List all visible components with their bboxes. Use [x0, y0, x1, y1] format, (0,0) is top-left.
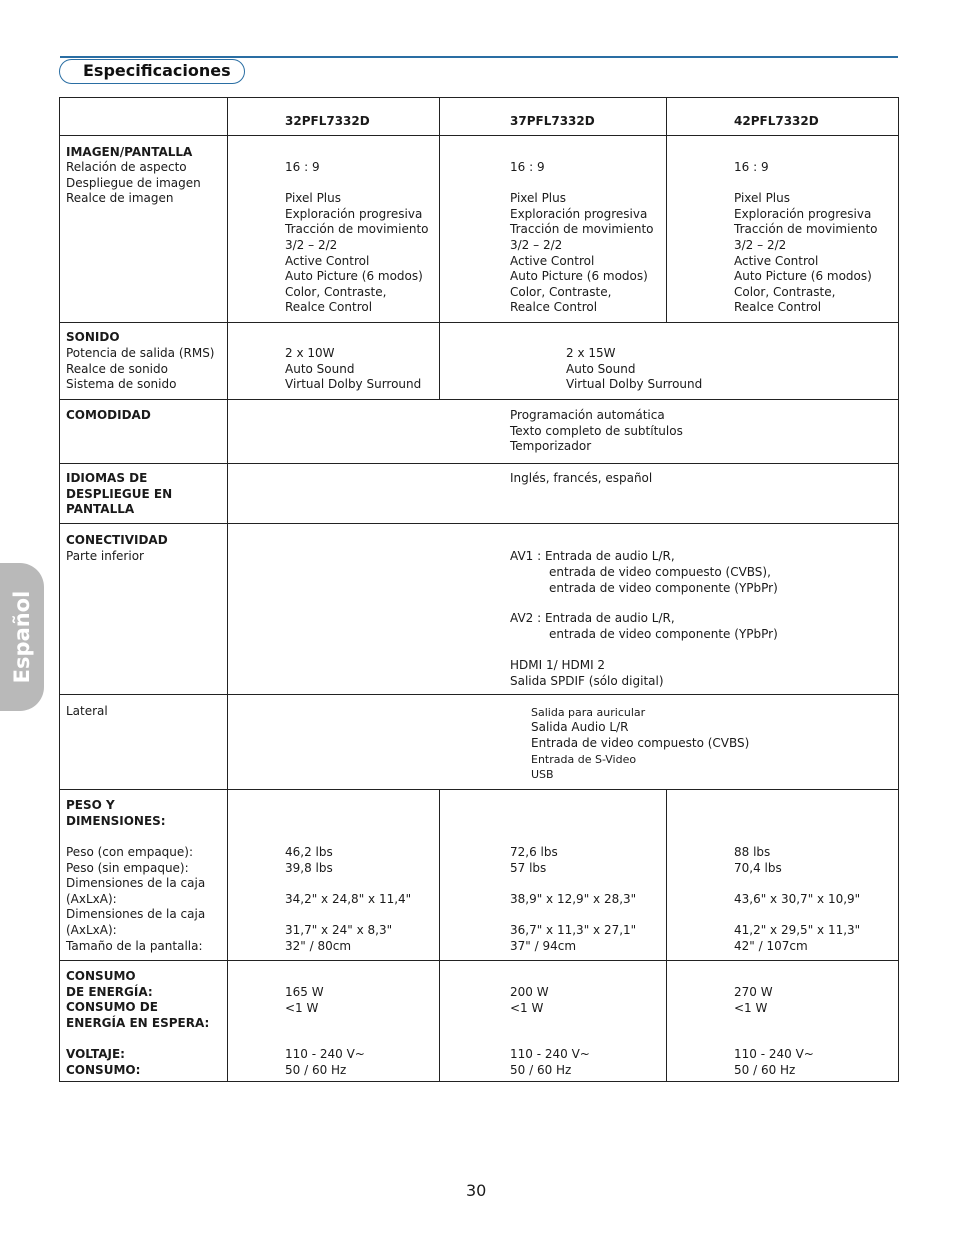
peso-labels: Peso (con empaque): Peso (sin empaque): Dimensiones de la caja (AxLxA): Dimensiones de la caja (AxLxA): Tamaño de la pantalla:: [66, 845, 206, 953]
row-divider: [59, 960, 899, 961]
row-divider: [59, 523, 899, 524]
imagen-heading: IMAGEN/PANTALLA: [66, 145, 193, 159]
comodidad-heading: COMODIDAD: [66, 408, 151, 422]
row-divider: [59, 789, 899, 790]
peso-col-32: 46,2 lbs 39,8 lbs 34,2" x 24,8" x 11,4" 31,7" x 24" x 8,3" 32" / 80cm: [285, 845, 412, 953]
column-divider: [666, 789, 667, 1082]
lateral-line-headphone: Salida para auricular: [531, 706, 646, 719]
lateral-lines-mid: Salida Audio L/R Entrada de video compuesto (CVBS): [531, 720, 750, 750]
section-title: Especificaciones: [83, 61, 231, 80]
conectividad-heading: CONECTIVIDAD: [66, 533, 168, 547]
sonido-labels: Potencia de salida (RMS) Realce de sonido Sistema de sonido: [66, 346, 215, 392]
imagen-col-42: 16 : 9 Pixel Plus Exploración progresiva Tracción de movimiento 3/2 – 2/2 Active Control Auto Picture (6 modos) Color, Contraste, Realce Control: [734, 160, 878, 315]
sonido-heading: SONIDO: [66, 330, 120, 344]
lateral-line-svideo: Entrada de S-Video: [531, 753, 637, 766]
comodidad-value: Programación automática Texto completo de subtítulos Temporizador: [510, 408, 683, 454]
column-divider: [227, 97, 228, 1082]
sonido-col-37-42: 2 x 15W Auto Sound Virtual Dolby Surround: [566, 346, 703, 392]
model-header-32: 32PFL7332D: [285, 114, 370, 128]
lateral-label: Lateral: [66, 704, 108, 718]
imagen-col-37: 16 : 9 Pixel Plus Exploración progresiva Tracción de movimiento 3/2 – 2/2 Active Control Auto Picture (6 modos) Color, Contraste, Realce Control: [510, 160, 654, 315]
consumo-col-37: 200 W <1 W 110 - 240 V~ 50 / 60 Hz: [510, 985, 590, 1077]
consumo-col-32: 165 W <1 W 110 - 240 V~ 50 / 60 Hz: [285, 985, 365, 1077]
av1-lines: entrada de video compuesto (CVBS), entrada de video componente (YPbPr): [549, 565, 778, 595]
model-header-42: 42PFL7332D: [734, 114, 819, 128]
row-divider: [59, 135, 899, 136]
header-rule: [60, 56, 898, 58]
table-border-left: [59, 97, 60, 1082]
idiomas-value: Inglés, francés, español: [510, 471, 653, 485]
language-tab-label: Español: [10, 590, 34, 684]
page-number: 30: [466, 1181, 487, 1200]
column-divider: [439, 97, 440, 400]
table-border-right: [898, 97, 899, 1082]
row-divider: [59, 463, 899, 464]
column-divider: [439, 789, 440, 1082]
conectividad-label: Parte inferior: [66, 549, 144, 563]
table-border-top: [59, 97, 899, 98]
peso-col-37: 72,6 lbs 57 lbs 38,9" x 12,9" x 28,3" 36,7" x 11,3" x 27,1" 37" / 94cm: [510, 845, 637, 953]
peso-heading: PESO Y DIMENSIONES:: [66, 798, 166, 828]
model-header-37: 37PFL7332D: [510, 114, 595, 128]
av1-title: AV1 : Entrada de audio L/R,: [510, 549, 675, 563]
hdmi-lines: HDMI 1/ HDMI 2 Salida SPDIF (sólo digital): [510, 658, 664, 688]
consumo-col-42: 270 W <1 W 110 - 240 V~ 50 / 60 Hz: [734, 985, 814, 1077]
peso-col-42: 88 lbs 70,4 lbs 43,6" x 30,7" x 10,9" 41,2" x 29,5" x 11,3" 42" / 107cm: [734, 845, 861, 953]
row-divider: [59, 322, 899, 323]
imagen-labels: Relación de aspecto Despliegue de imagen Realce de imagen: [66, 160, 201, 206]
column-divider: [666, 97, 667, 323]
imagen-col-32: 16 : 9 Pixel Plus Exploración progresiva Tracción de movimiento 3/2 – 2/2 Active Control Auto Picture (6 modos) Color, Contraste, Realce Control: [285, 160, 429, 315]
table-border-bottom: [59, 1081, 899, 1082]
consumo-heading: CONSUMO DE ENERGÍA: CONSUMO DE ENERGÍA EN ESPERA: VOLTAJE: CONSUMO:: [66, 969, 210, 1077]
av2-title: AV2 : Entrada de audio L/R,: [510, 611, 675, 625]
row-divider: [59, 694, 899, 695]
av2-lines: entrada de video componente (YPbPr): [549, 627, 778, 641]
sonido-col-32: 2 x 10W Auto Sound Virtual Dolby Surround: [285, 346, 422, 392]
lateral-line-usb: USB: [531, 768, 554, 781]
idiomas-heading: IDIOMAS DE DESPLIEGUE EN PANTALLA: [66, 471, 173, 517]
row-divider: [59, 399, 899, 400]
